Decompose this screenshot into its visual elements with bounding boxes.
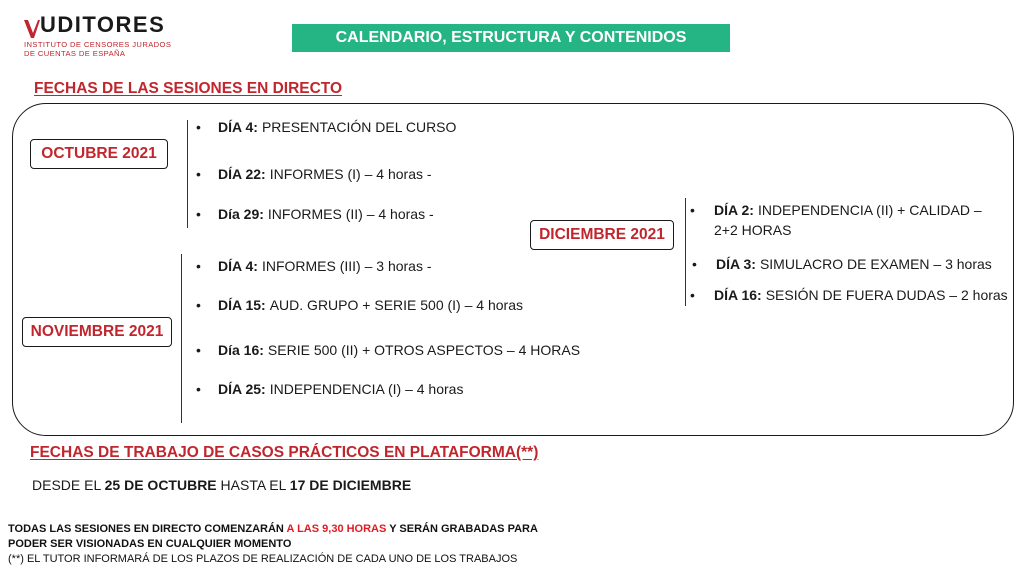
october-divider	[187, 120, 188, 228]
bullet: •	[196, 166, 201, 182]
range-end: 17 DE DICIEMBRE	[289, 477, 412, 493]
auditores-logo	[24, 14, 184, 64]
item-text: PRESENTACIÓN DEL CURSO	[261, 119, 457, 135]
november-item-4	[196, 381, 463, 397]
logo-subtitle-line2: DE CUENTAS DE ESPAÑA	[24, 49, 126, 58]
bullet: •	[690, 287, 695, 303]
november-item-3	[196, 342, 580, 358]
range-prefix: DESDE EL	[32, 477, 101, 493]
platform-title: FECHAS DE TRABAJO DE CASOS PRÁCTICOS EN PLATAFORMA(**)	[30, 444, 539, 461]
range-middle: HASTA EL	[220, 477, 286, 493]
live-sessions-title: FECHAS DE LAS SESIONES EN DIRECTO	[34, 80, 343, 97]
note-line-2: PODER SER VISIONADAS EN CUALQUIER MOMENTO	[8, 538, 292, 550]
note-text: Y SERÁN GRABADAS PARA	[389, 523, 538, 535]
october-item-2	[196, 166, 432, 182]
item-text: INDEPENDENCIA (I) – 4 horas	[269, 381, 464, 397]
item-day: DÍA 4:	[218, 258, 258, 274]
logo-v-mark-icon	[24, 20, 40, 38]
item-day: DÍA 16:	[714, 287, 762, 303]
item-day: Día 16:	[218, 342, 264, 358]
december-item-3	[690, 287, 1008, 303]
item-day: DÍA 4:	[218, 119, 258, 135]
month-november-label: NOVIEMBRE 2021	[22, 317, 172, 347]
logo-word-text: UDITORES	[40, 12, 166, 37]
logo-wordmark	[24, 14, 184, 38]
november-divider	[181, 254, 182, 423]
december-item-1-continuation: 2+2 HORAS	[714, 222, 792, 238]
bullet: •	[196, 381, 201, 397]
month-december-label: DICIEMBRE 2021	[530, 220, 674, 250]
october-item-1	[196, 119, 456, 135]
note-text: TODAS LAS SESIONES EN DIRECTO COMENZARÁN	[8, 523, 284, 535]
bullet: •	[690, 202, 695, 218]
item-text: INFORMES (III) – 3 horas -	[261, 258, 432, 274]
platform-date-range	[32, 477, 411, 493]
november-item-1	[196, 258, 432, 274]
bullet: •	[196, 119, 201, 135]
bullet: •	[196, 342, 201, 358]
item-day: DÍA 15:	[218, 297, 266, 313]
item-day: DÍA 2:	[714, 202, 754, 218]
logo-subtitle-line1: INSTITUTO DE CENSORES JURADOS	[24, 40, 172, 49]
bullet: •	[196, 297, 201, 313]
october-item-3	[196, 206, 434, 222]
item-text: AUD. GRUPO + SERIE 500 (I) – 4 horas	[269, 297, 523, 313]
item-day: Día 29:	[218, 206, 264, 222]
note-line-1	[8, 522, 538, 536]
december-item-1	[690, 202, 982, 218]
item-text: INFORMES (II) – 4 horas -	[267, 206, 434, 222]
note-highlight-time: A LAS 9,30 HORAS	[286, 523, 387, 535]
month-october-label: OCTUBRE 2021	[30, 139, 168, 169]
note-line-3: (**) EL TUTOR INFORMARÁ DE LOS PLAZOS DE REALIZACIÓN DE CADA UNO DE LOS TRABAJOS	[8, 553, 518, 565]
item-text: SERIE 500 (II) + OTROS ASPECTOS – 4 HORAS	[267, 342, 581, 358]
bullet: •	[196, 258, 201, 274]
item-day: DÍA 3:	[716, 256, 756, 272]
page-title: CALENDARIO, ESTRUCTURA Y CONTENIDOS	[292, 24, 730, 52]
december-divider	[685, 198, 686, 306]
item-day: DÍA 25:	[218, 381, 266, 397]
item-text: INFORMES (I) – 4 horas -	[269, 166, 432, 182]
range-start: 25 DE OCTUBRE	[104, 477, 217, 493]
bullet: •	[196, 206, 201, 222]
bullet: •	[692, 256, 697, 272]
item-text: SESIÓN DE FUERA DUDAS – 2 horas	[765, 287, 1008, 303]
december-item-2	[692, 256, 992, 272]
item-day: DÍA 22:	[218, 166, 266, 182]
item-text: INDEPENDENCIA (II) + CALIDAD –	[757, 202, 982, 218]
item-text: SIMULACRO DE EXAMEN – 3 horas	[759, 256, 992, 272]
november-item-2	[196, 297, 523, 313]
